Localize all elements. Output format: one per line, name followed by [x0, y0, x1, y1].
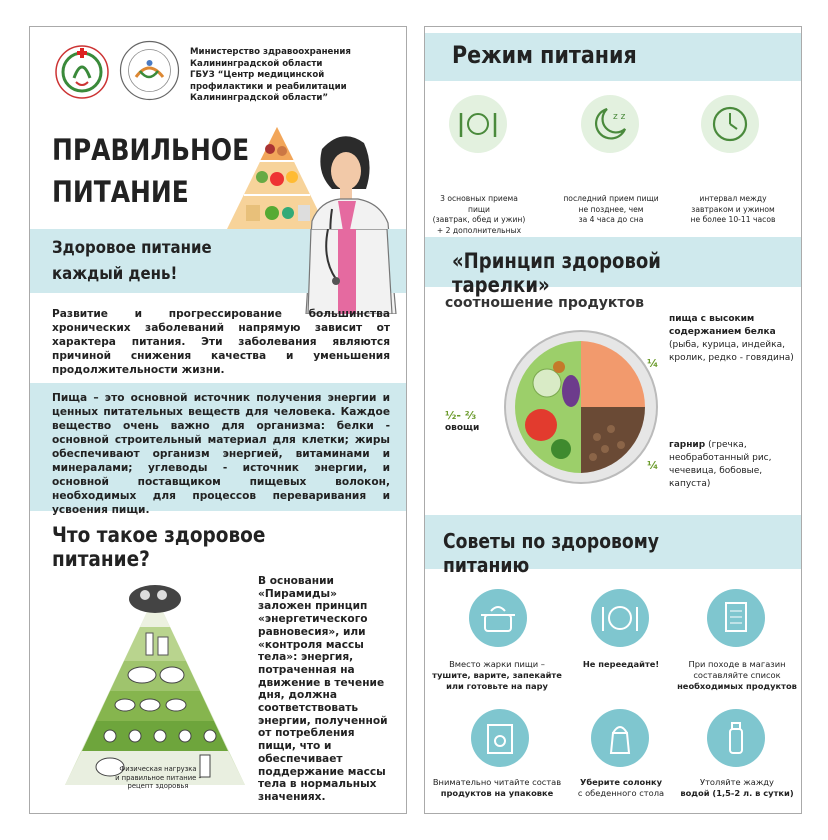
clock-icon: [701, 95, 759, 153]
plate-subtitle: соотношение продуктов: [445, 295, 644, 311]
regime-title: Режим питания: [452, 41, 637, 69]
regime-item-1: 3 основных приема пищи (завтрак, обед и ужин) + 2 дополнительных: [432, 194, 526, 235]
moon-sleep-icon: [581, 95, 639, 153]
water-bottle-icon: [707, 709, 765, 767]
pyramid-caption: Физическая нагрузка и правильное питание - рецепт здоровья: [115, 765, 201, 790]
plate-protein-label: пища с высоким содержанием белка (рыба, курица, индейка, кролик, редко - говядина): [669, 314, 794, 363]
tip-shopping-list: При походе в магазин составляйте список необходимых продуктов: [677, 659, 797, 691]
plate-garnish-label: гарнир (гречка, необработанный рис, чечевица, бобовые, капуста): [669, 440, 772, 489]
plate-veg-label: овощи: [445, 423, 480, 433]
organization-name: Министерство здравоохранения Калининградской области ГБУЗ “Центр медицинской профилактики и реабилитации Калининградской области”: [190, 47, 351, 103]
shopping-list-icon: [707, 589, 765, 647]
tip-salt: Уберите солонку с обеденного стола: [577, 777, 665, 798]
plate-icon: [591, 589, 649, 647]
tip-read-label: Внимательно читайте состав продуктов на упаковке: [432, 777, 562, 798]
plate-fork-knife-icon: [449, 95, 507, 153]
pot-icon: [469, 589, 527, 647]
pyramid-description: В основании «Пирамиды» заложен принцип «энергетического равновесия», или «контроля массы тела»: энергия, потраченная на движение в течение дня, должна соответствовать энергии, полученной от потребления пищи, что и обеспечивает поддержание массы тела в нормальных значениях.: [258, 575, 388, 803]
plate-veg-fraction: ½- ⅔: [445, 409, 477, 422]
section-title: Что такое здоровое питание?: [52, 523, 266, 571]
package-icon: [471, 709, 529, 767]
plate-title: «Принцип здоровой тарелки»: [452, 249, 661, 297]
tip-no-overeating: Не переедайте!: [582, 659, 660, 669]
ministry-logo: [52, 42, 112, 102]
subtitle: Здоровое питание каждый день!: [52, 238, 212, 284]
nutrition-paragraph: Пища – это основной источник получения энергии и ценных питательных веществ для человека. Каждое вещество очень важно для организма: белки - основной строительный материал для клетки; жиры обеспечивают организм энергией, витаминами и минералами; углеводы - источник энергии, и основной поставщиком пищевых волокон, необходимых для процессов переваривания и усвоения пищи.: [52, 392, 390, 516]
doctor-illustration-lower: [292, 229, 407, 314]
salt-shaker-icon: [591, 709, 649, 767]
tip-water: Утоляйте жажду водой (1,5-2 л. в сутки): [680, 777, 794, 798]
svg-text:z z: z z: [613, 112, 626, 122]
healthy-plate-illustration: [501, 327, 666, 487]
left-panel: [29, 26, 407, 814]
plate-garnish-fraction: ¼: [647, 459, 659, 472]
intro-paragraph: Развитие и прогрессирование большинства хронических заболеваний напрямую зависит от характера питания. Эти заболевания являются причиной снижения качества и уменьшения продолжительности жизни.: [52, 308, 390, 376]
page-title: ПРАВИЛЬНОЕ ПИТАНИЕ: [52, 133, 250, 209]
right-panel: [424, 26, 802, 814]
tips-title: Советы по здоровому питанию: [443, 529, 659, 577]
regime-item-3: интервал между завтраком и ужином не более 10-11 часов: [690, 194, 776, 224]
tip-cooking: Вместо жарки пищи – тушите, варите, запекайте или готовьте на пару: [432, 659, 562, 691]
plate-protein-fraction: ¼: [647, 357, 659, 370]
center-logo: [118, 39, 181, 102]
regime-item-2: последний прием пищи не позднее, чем за 4 часа до сна: [563, 194, 659, 224]
